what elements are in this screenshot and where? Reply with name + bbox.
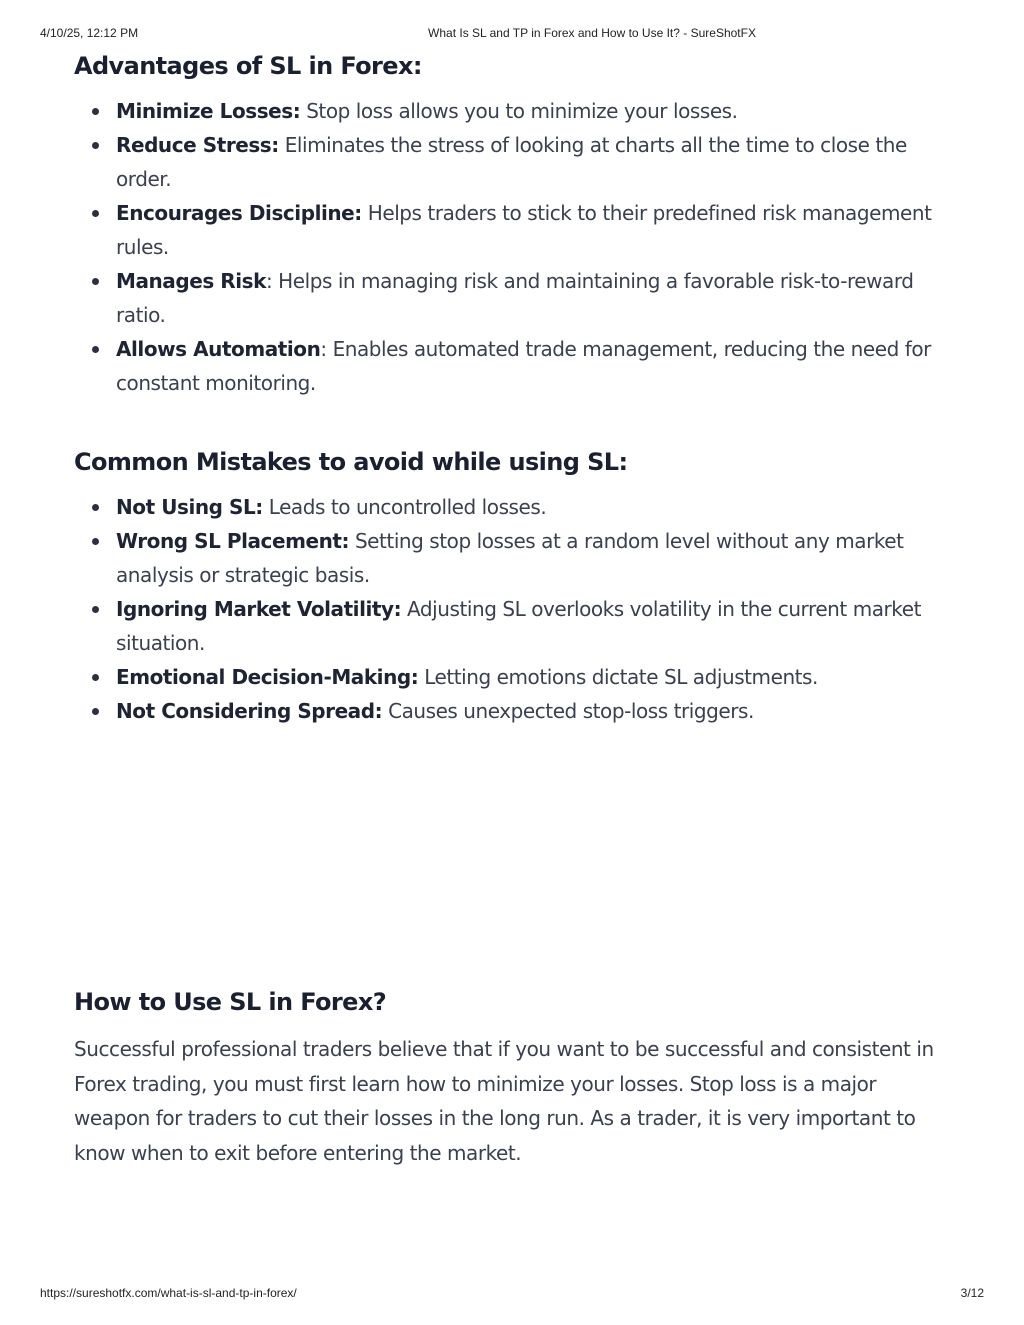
advantages-list — [74, 94, 954, 400]
list-item — [116, 128, 954, 196]
list-item-term: Wrong SL Placement: — [116, 529, 350, 553]
list-item-term: Manages Risk — [116, 269, 266, 293]
mistakes-heading: Common Mistakes to avoid while using SL: — [74, 448, 628, 476]
list-item-term: Reduce Stress: — [116, 133, 279, 157]
list-item — [116, 660, 954, 694]
list-item-term: Ignoring Market Volatility: — [116, 597, 402, 621]
mistakes-section — [74, 444, 954, 728]
list-item-text: Letting emotions dictate SL adjustments. — [418, 665, 818, 689]
list-item-text: Stop loss allows you to minimize your losses. — [300, 99, 738, 123]
list-item-term: Not Using SL: — [116, 495, 263, 519]
list-item — [116, 694, 954, 728]
list-item-text: Eliminates the stress of looking at charts all the time to close the order. — [116, 133, 907, 191]
advantages-section — [74, 48, 954, 400]
list-item-term: Minimize Losses: — [116, 99, 301, 123]
list-item-term: Encourages Discipline: — [116, 201, 362, 225]
list-item-text: : Enables automated trade management, reducing the need for constant monitoring. — [116, 337, 931, 395]
list-item-text: Setting stop losses at a random level without any market analysis or strategic basis. — [116, 529, 904, 587]
list-item-text: Causes unexpected stop-loss triggers. — [382, 699, 754, 723]
list-item-term: Not Considering Spread: — [116, 699, 383, 723]
how-to-heading: How to Use SL in Forex? — [74, 988, 387, 1016]
list-item — [116, 94, 954, 128]
list-item-text: : Helps in managing risk and maintaining a favorable risk-to-reward ratio. — [116, 269, 914, 327]
print-page-title: What Is SL and TP in Forex and How to Use It? - SureShotFX — [428, 26, 756, 40]
how-to-paragraph: Successful professional traders believe that if you want to be successful and consistent in Forex trading, you must first learn how to minimize your losses. Stop loss is a major weapon for traders to cut their losses in the long run. As a trader, it is very important to know when to exit before entering the market. — [74, 1037, 934, 1165]
print-url[interactable]: https://sureshotfx.com/what-is-sl-and-tp-in-forex/ — [40, 1286, 297, 1300]
print-header — [0, 26, 1024, 42]
mistakes-list — [74, 490, 954, 728]
list-item — [116, 332, 954, 400]
list-item — [116, 490, 954, 524]
list-item-term: Emotional Decision-Making: — [116, 665, 419, 689]
list-item-text: Adjusting SL overlooks volatility in the current market situation. — [116, 597, 921, 655]
list-item-text: Helps traders to stick to their predefined risk management rules. — [116, 201, 932, 259]
advantages-heading: Advantages of SL in Forex: — [74, 52, 422, 80]
article-content — [74, 48, 954, 1170]
print-datetime: 4/10/25, 12:12 PM — [40, 26, 139, 40]
list-item — [116, 264, 954, 332]
list-item-term: Allows Automation — [116, 337, 321, 361]
list-item — [116, 524, 954, 592]
list-item-text: Leads to uncontrolled losses. — [262, 495, 547, 519]
list-item — [116, 592, 954, 660]
how-to-section — [74, 984, 954, 1170]
list-item — [116, 196, 954, 264]
print-page-number: 3/12 — [960, 1286, 984, 1300]
